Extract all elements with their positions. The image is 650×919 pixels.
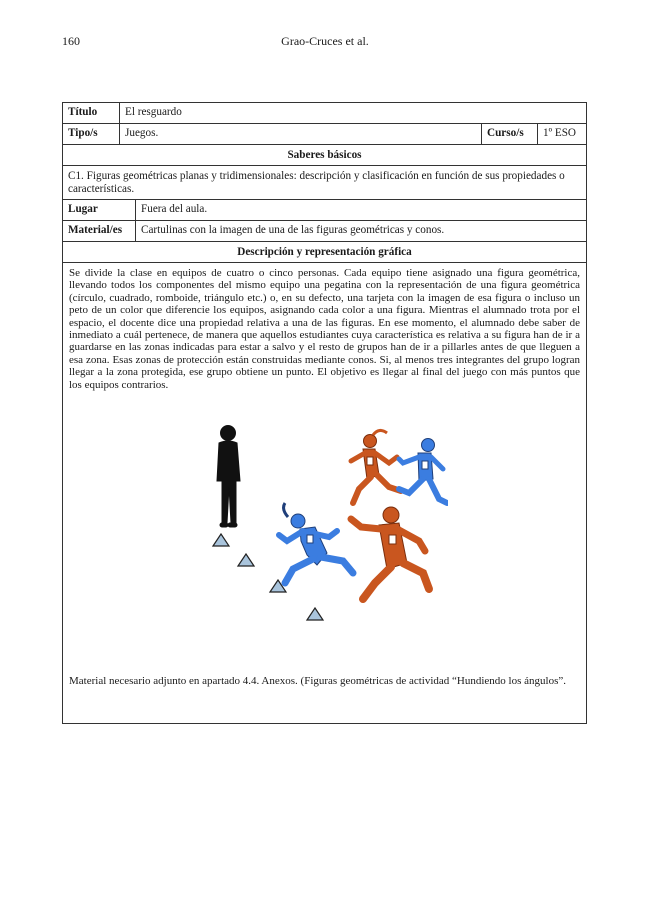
titulo-label: Título <box>68 106 98 118</box>
row-saberes-heading <box>63 145 586 166</box>
lugar-value: Fuera del aula. <box>135 200 586 220</box>
titulo-value: El resguardo <box>119 103 586 123</box>
saberes-heading: Saberes básicos <box>287 148 362 161</box>
row-material <box>63 221 586 242</box>
page-number: 160 <box>62 34 80 48</box>
game-illustration <box>203 423 448 628</box>
descripcion-text: Se divide la clase en equipos de cuatro o cinco personas. Cada equipo tiene asignado una figura geométrica, llevando todos los componentes del mismo equipo una pegatina con la representación de una figura geométrica (círculo, cuadrado, romboide, triángulo etc.) o, en su defecto, una tarjeta con la imagen de esa figura o incluso un peto de un color que diferencie los equipos, asignando cada color a una figura. Mientras el alumnado trota por el espacio, el docente dice una propiedad relativa a una de las figuras. En ese momento, el alumnado debe saber de inmediato a cuál pertenece, de manera que aquellos estudiantes cuya característica es relativa a su figura han de ir a guardarse en las zonas indicadas para estar a salvo y el resto de grupos han de ir a pillarles antes de que lleguen a esa zona. Esas zonas de protección están construidas mediante conos. Si, al menos tres integrantes del grupo logran llegar a la zona protegida, ese grupo obtiene un punto. El objetivo es llegar al final del juego con más puntos que los equipos contrarios. <box>69 267 580 391</box>
material-label: Material/es <box>68 224 123 236</box>
row-saberes <box>63 166 586 200</box>
row-titulo <box>63 103 586 124</box>
blue-runner-right <box>399 439 447 504</box>
tipos-value: Juegos. <box>119 124 481 144</box>
curso-value: 1º ESO <box>537 124 586 144</box>
material-note: Material necesario adjunto en apartado 4.4. Anexos. (Figuras geométricas de actividad “Hundiendo los ángulos”. <box>69 675 566 687</box>
row-tipos <box>63 124 586 145</box>
lugar-label: Lugar <box>68 203 98 215</box>
activity-card <box>62 102 587 724</box>
material-value: Cartulinas con la imagen de una de las figuras geométricas y conos. <box>135 221 586 241</box>
curso-label: Curso/s <box>481 124 537 144</box>
orange-runner-large <box>351 507 429 599</box>
running-head: Grao-Cruces et al. <box>281 34 369 48</box>
row-lugar <box>63 200 586 221</box>
row-descripcion-heading <box>63 242 586 263</box>
descripcion-heading: Descripción y representación gráfica <box>237 245 412 258</box>
saberes-text: C1. Figuras geométricas planas y tridimensionales: descripción y clasificación en función de sus propiedades o características. <box>68 170 565 195</box>
tipos-label: Tipo/s <box>68 127 98 139</box>
orange-runner-small <box>351 430 401 503</box>
blue-runner-girl <box>279 503 353 583</box>
teacher-figure <box>217 426 240 528</box>
